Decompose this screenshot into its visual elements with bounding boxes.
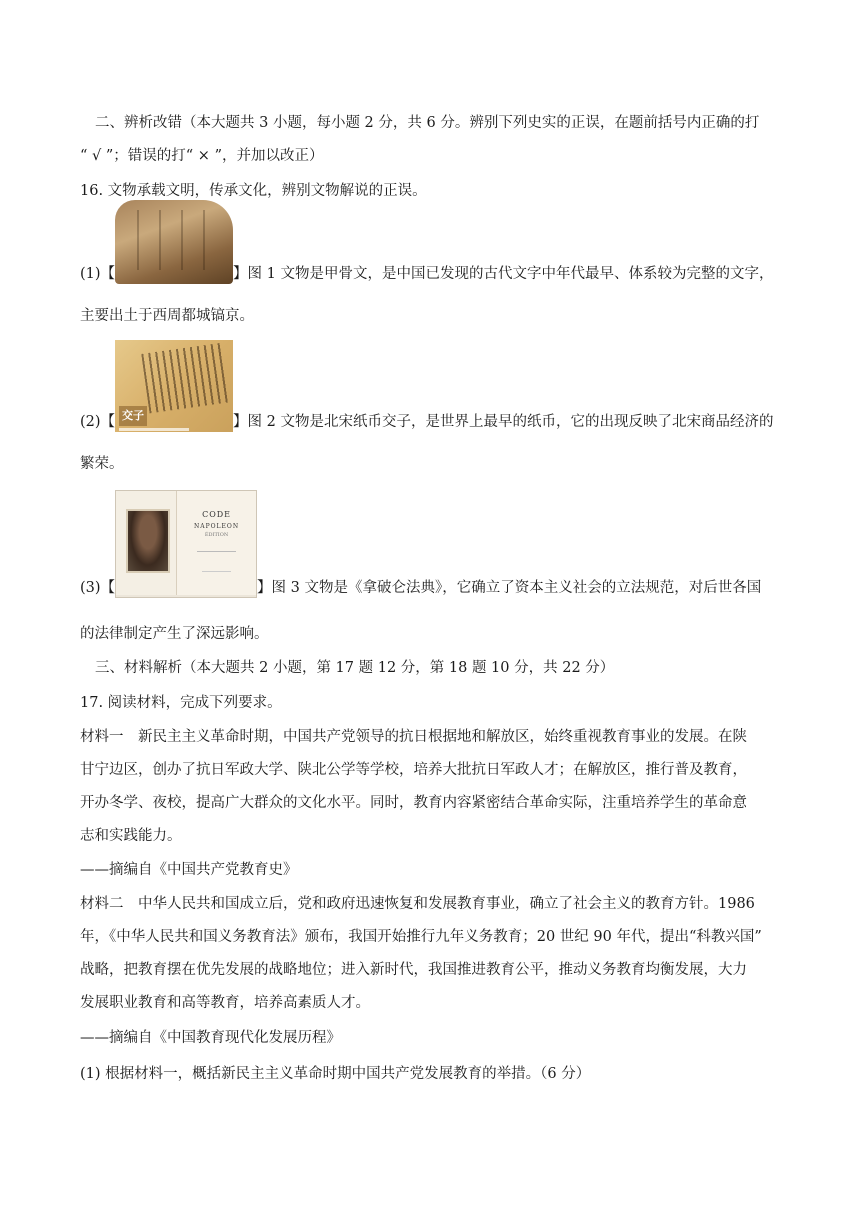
q17-stem: 17. 阅读材料，完成下列要求。 [80, 695, 282, 711]
jiaozi-image [115, 340, 233, 432]
q16-item1 [80, 200, 774, 284]
q16-item1-bracket-close: 】 [233, 266, 248, 282]
q17-material1-line3: 开办冬学、夜校，提高广大群众的文化水平。同时，教育内容紧密结合革命实际，注重培养学生的革命意 [80, 795, 747, 811]
q17-material2-source: ——摘编自《中国教育现代化发展历程》 [80, 1030, 341, 1046]
book-rule [197, 551, 236, 552]
napoleon-code-image [115, 490, 257, 598]
q16-item2-bracket-close: 】 [233, 414, 248, 430]
book-rule-2 [202, 571, 231, 572]
q16-item2-text-line2: 繁荣。 [80, 456, 124, 472]
q17-material2-line1: 材料二 中华人民共和国成立后，党和政府迅速恢复和发展教育事业，确立了社会主义的教育方针。1986 [80, 896, 755, 912]
q16-item3-text-line2: 的法律制定产生了深远影响。 [80, 626, 269, 642]
book-title: CODE [202, 510, 232, 519]
oracle-bone-image [115, 200, 233, 284]
q16-item3 [80, 490, 761, 598]
section2-heading-line2: “ √ ”；错误的打“ × ”，并加以改正） [80, 148, 324, 164]
q17-material1-line4: 志和实践能力。 [80, 828, 182, 844]
q16-item3-bracket-close: 】 [257, 580, 272, 596]
section2-heading-line1: 二、辨析改错（本大题共 3 小题，每小题 2 分，共 6 分。辨别下列史实的正误，在题前括号内正确的打 [95, 115, 760, 131]
q16-item2 [80, 340, 774, 432]
q16-item3-text: 图 3 文物是《拿破仑法典》，它确立了资本主义社会的立法规范，对后世各国 [271, 580, 762, 596]
q17-material1-source: ——摘编自《中国共产党教育史》 [80, 862, 298, 878]
jiaozi-caption-rule [119, 428, 189, 431]
q17-material2-line2: 年，《中华人民共和国义务教育法》颁布，我国开始推行九年义务教育；20 世纪 90 年代，提出“科教兴国” [80, 929, 762, 945]
q16-item1-text-line2: 主要出土于西周都城镐京。 [80, 308, 254, 324]
book-left-page [116, 491, 176, 595]
q17-material1-line2: 甘宁边区，创办了抗日军政大学、陕北公学等学校，培养大批抗日军政人才；在解放区，推行普及教育， [80, 762, 747, 778]
book-subtitle: NAPOLEON [194, 523, 240, 530]
q16-item2-text: 图 2 文物是北宋纸币交子，是世界上最早的纸币，它的出现反映了北宋商品经济的 [247, 414, 774, 430]
jiaozi-image-caption: 交子 [119, 406, 147, 426]
section3-heading: 三、材料解析（本大题共 2 小题，第 17 题 12 分，第 18 题 10 分，共 22 分） [95, 660, 615, 676]
q16-item2-number: (2)【 [80, 414, 116, 430]
q16-item3-number: (3)【 [80, 580, 116, 596]
q16-stem: 16. 文物承载文明，传承文化，辨别文物解说的正误。 [80, 183, 427, 199]
napoleon-portrait [126, 509, 170, 573]
book-title-page [176, 491, 256, 595]
book-note: ÉDITION [204, 532, 229, 538]
q16-item1-number: (1)【 [80, 266, 116, 282]
q17-material1-line1: 材料一 新民主主义革命时期，中国共产党领导的抗日根据地和解放区，始终重视教育事业的发展。在陕 [80, 729, 747, 745]
q17-material2-line4: 发展职业教育和高等教育，培养高素质人才。 [80, 995, 370, 1011]
q16-item1-text: 图 1 文物是甲骨文，是中国已发现的古代文字中年代最早、体系较为完整的文字， [247, 266, 774, 282]
q17-material2-line3: 战略，把教育摆在优先发展的战略地位；进入新时代，我国推进教育公平，推动义务教育均衡发展，大力 [80, 962, 747, 978]
q17-subquestion1: (1) 根据材料一，概括新民主主义革命时期中国共产党发展教育的举措。（6 分） [80, 1066, 591, 1082]
